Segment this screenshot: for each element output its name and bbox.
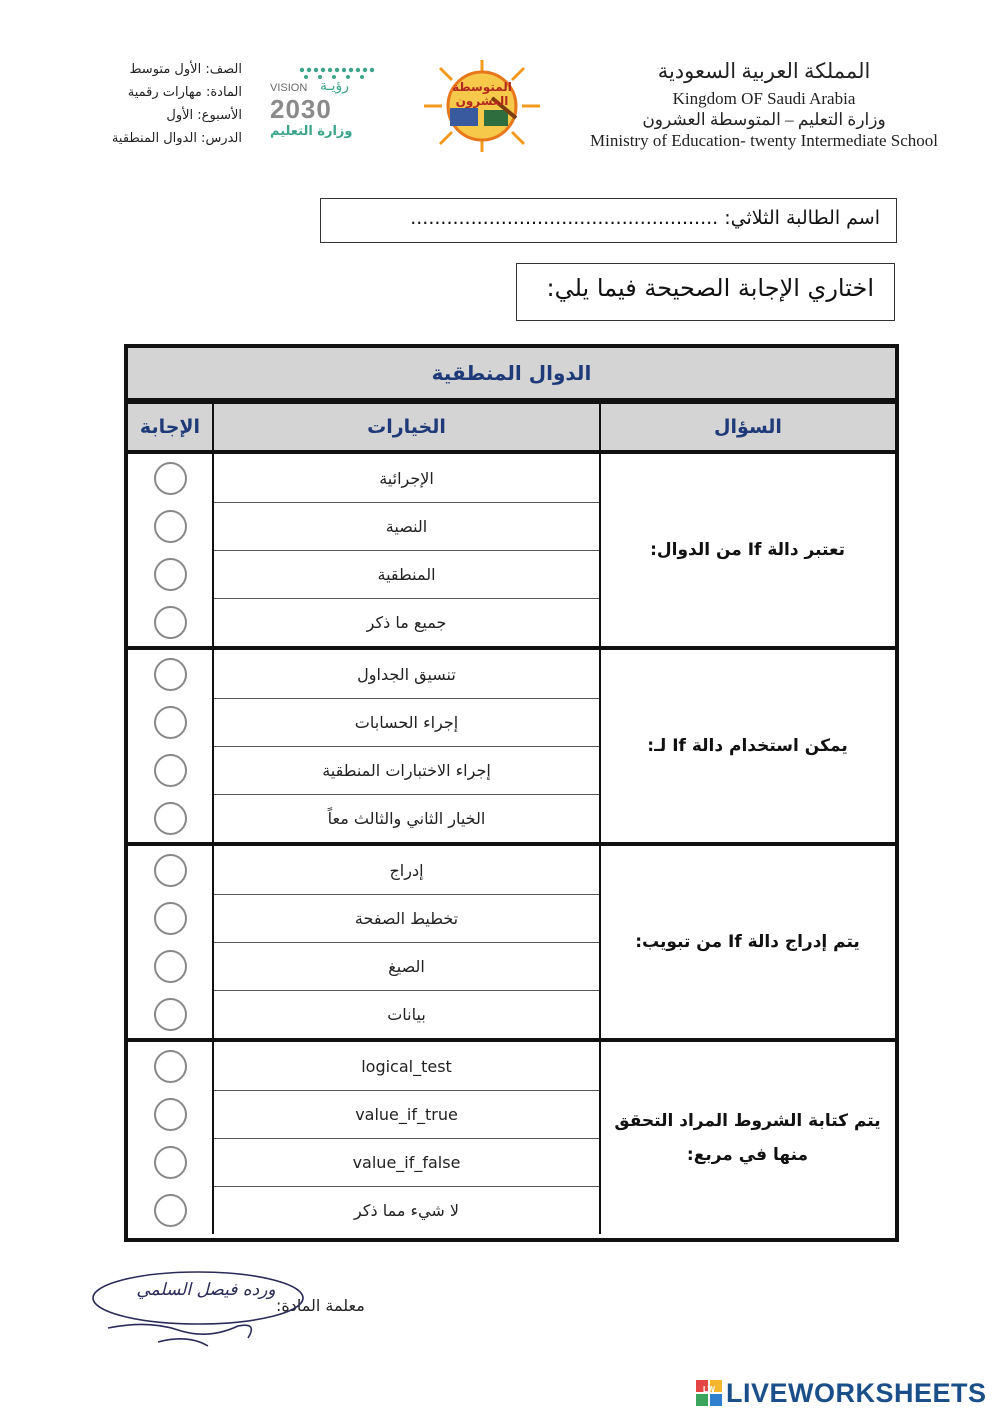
info-grade: الصف: الأول متوسط — [129, 62, 242, 77]
answer-radio[interactable] — [154, 754, 187, 787]
answer-cell — [128, 454, 212, 502]
lesson-info — [90, 58, 242, 150]
answer-radio[interactable] — [154, 510, 187, 543]
option-text: إجراء الحسابات — [354, 712, 459, 732]
ministry-ar: وزارة التعليم – المتوسطة العشرون — [642, 110, 886, 129]
header-answer: الإجابة — [128, 404, 212, 450]
answer-radio[interactable] — [154, 802, 187, 835]
question-text: يتم إدراج دالة If من تبويب: — [635, 932, 860, 952]
signature-text: ورده فيصل السلمي — [136, 1280, 276, 1300]
student-name-field[interactable] — [320, 198, 897, 243]
answer-radio[interactable] — [154, 606, 187, 639]
answer-radio[interactable] — [154, 1050, 187, 1083]
answer-radio[interactable] — [154, 1194, 187, 1227]
question-text: يمكن استخدام دالة If لـ: — [647, 736, 848, 756]
answer-cell — [128, 650, 212, 698]
option-text: النصية — [385, 516, 428, 536]
answer-cell — [128, 990, 212, 1038]
info-subject: المادة: مهارات رقمية — [127, 85, 242, 100]
teacher-signature — [88, 1258, 318, 1354]
kingdom-header — [560, 54, 968, 151]
answer-radio[interactable] — [154, 1146, 187, 1179]
answer-radio[interactable] — [154, 706, 187, 739]
liveworksheets-brand[interactable] — [696, 1378, 987, 1408]
brand-text: LIVEWORKSHEETS — [726, 1377, 987, 1408]
answer-cell — [128, 1090, 212, 1138]
instruction-text: اختاري الإجابة الصحيحة فيما يلي: — [546, 274, 874, 302]
answer-cell — [128, 1186, 212, 1234]
answer-radio[interactable] — [154, 1098, 187, 1131]
vision-ministry: وزارة التعليم — [270, 124, 353, 139]
student-name-label: اسم الطالبة الثلاثي: ................................................... — [410, 207, 880, 229]
option-text: الصيغ — [388, 956, 425, 976]
question-block — [128, 650, 895, 842]
teacher-label: معلمة المادة: — [276, 1296, 365, 1315]
answer-radio[interactable] — [154, 902, 187, 935]
answer-cell — [128, 550, 212, 598]
info-week: الأسبوع: الأول — [166, 108, 242, 123]
question-block — [128, 846, 895, 1038]
answer-cell — [128, 598, 212, 646]
answer-radio[interactable] — [154, 658, 187, 691]
option-text: الخيار الثاني والثالث معاً — [327, 808, 486, 828]
quiz-table — [124, 344, 899, 1242]
answer-radio[interactable] — [154, 854, 187, 887]
answer-radio[interactable] — [154, 558, 187, 591]
ministry-en: Ministry of Education- twenty Intermediate School — [590, 131, 938, 150]
answer-cell — [128, 894, 212, 942]
vision-2030-logo — [262, 62, 388, 144]
option-text: إدراج — [389, 860, 424, 880]
question-text: يتم كتابة الشروط المراد التحقق منها في مربع: — [614, 1111, 881, 1165]
answer-cell — [128, 942, 212, 990]
option-text: الإجرائية — [379, 468, 434, 488]
option-text: بيانات — [387, 1004, 426, 1024]
kingdom-ar: المملكة العربية السعودية — [657, 59, 871, 83]
answer-cell — [128, 502, 212, 550]
option-text: جميع ما ذكر — [366, 612, 447, 632]
option-text: value_if_false — [352, 1152, 461, 1172]
option-text: لا شيء مما ذكر — [354, 1200, 459, 1220]
answer-cell — [128, 846, 212, 894]
answer-cell — [128, 698, 212, 746]
question-block — [128, 1042, 895, 1234]
option-text: logical_test — [361, 1056, 452, 1076]
header-question: السؤال — [601, 404, 895, 450]
table-title: الدوال المنطقية — [128, 348, 895, 398]
option-text: إجراء الاختبارات المنطقية — [322, 760, 491, 780]
option-text: تخطيط الصفحة — [354, 908, 459, 928]
school-logo-label: المتوسطة العشرون — [452, 80, 512, 108]
vision-label-en: VISION — [270, 82, 308, 94]
option-text: المنطقية — [377, 564, 436, 584]
instruction-box — [516, 263, 895, 321]
option-text: تنسيق الجداول — [357, 664, 456, 684]
answer-cell — [128, 746, 212, 794]
question-text: تعتبر دالة If من الدوال: — [650, 540, 845, 560]
info-lesson: الدرس: الدوال المنطقية — [111, 131, 242, 146]
answer-radio[interactable] — [154, 950, 187, 983]
answer-cell — [128, 794, 212, 842]
vision-year: 2030 — [270, 94, 332, 124]
kingdom-en: Kingdom OF Saudi Arabia — [672, 89, 856, 108]
answer-cell — [128, 1138, 212, 1186]
answer-radio[interactable] — [154, 998, 187, 1031]
signature-icon — [88, 1258, 318, 1354]
school-logo — [420, 58, 544, 154]
brand-short: LW — [703, 1385, 715, 1394]
answer-cell — [128, 1042, 212, 1090]
answer-radio[interactable] — [154, 462, 187, 495]
option-text: value_if_true — [355, 1104, 458, 1124]
question-block — [128, 454, 895, 646]
vision-label-ar: رؤيـة — [320, 78, 350, 94]
header-options: الخيارات — [214, 404, 599, 450]
